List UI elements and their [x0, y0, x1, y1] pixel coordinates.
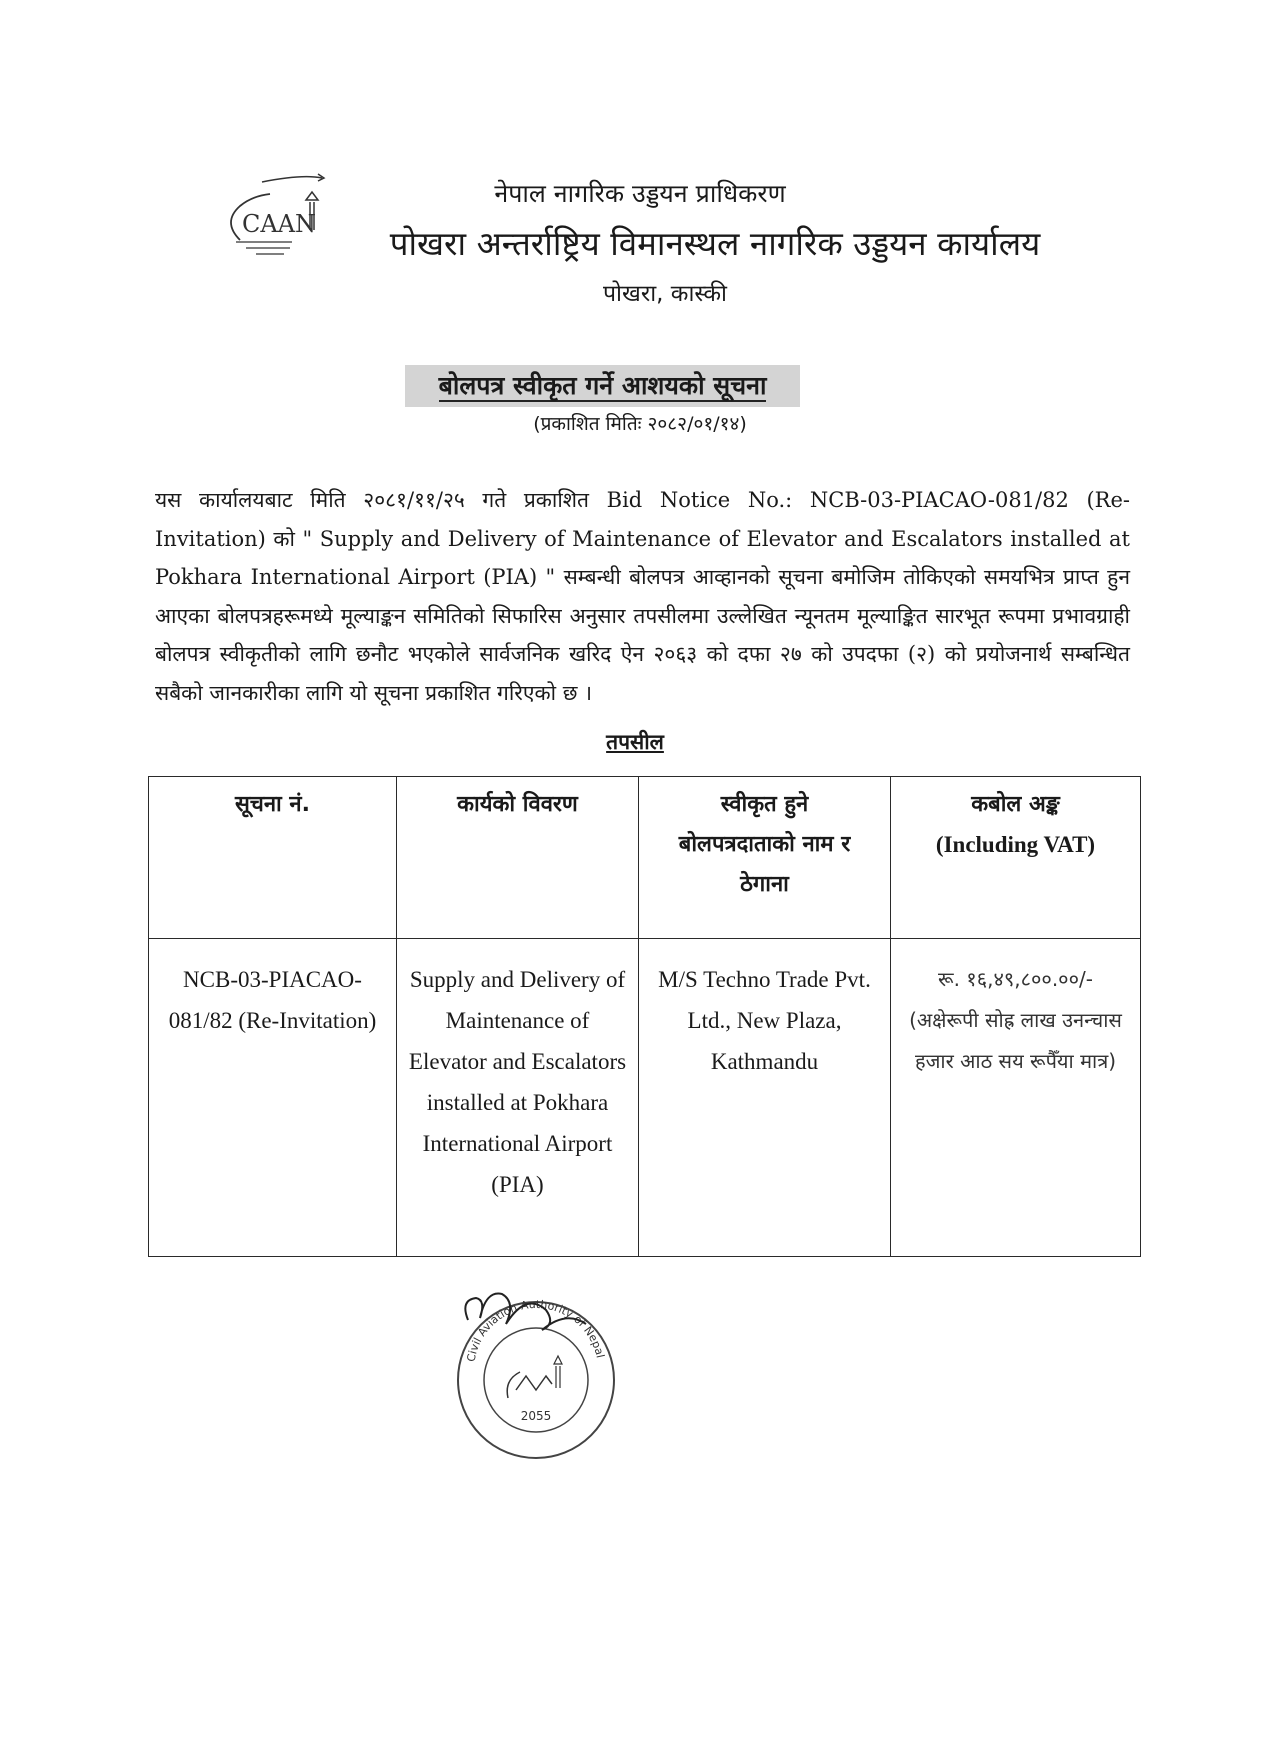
authority-name: नेपाल नागरिक उड्डयन प्राधिकरण [494, 179, 786, 208]
notice-title-text: बोलपत्र स्वीकृत गर्ने आशयको सूचना [438, 371, 767, 400]
published-date: (प्रकाशित मितिः २०८२/०१/१४) [533, 413, 747, 435]
col-notice-no: सूचना नं. [149, 777, 397, 939]
amount-in-words: (अक्षेरूपी सोह्र लाख उनन्चास हजार आठ सय रूपैँया मात्र) [909, 1008, 1122, 1073]
col-amount [891, 777, 1141, 939]
schedule-table [148, 776, 1141, 1257]
schedule-heading: तपसील [606, 730, 664, 754]
notice-title [405, 365, 800, 407]
cell-description: Supply and Delivery of Maintenance of Elevator and Escalators installed at Pokhara International Airport (PIA) [397, 939, 639, 1257]
cell-bidder: M/S Techno Trade Pvt. Ltd., New Plaza, Kathmandu [639, 939, 891, 1257]
col-amount-note: (Including VAT) [935, 832, 1096, 857]
official-stamp [446, 1280, 626, 1460]
svg-text:CAAN: CAAN [242, 210, 317, 238]
table-row [149, 939, 1141, 1257]
cell-amount [891, 939, 1141, 1257]
svg-text:2055: 2055 [520, 1409, 552, 1423]
col-description: कार्यको विवरण [397, 777, 639, 939]
cell-notice-no: NCB-03-PIACAO-081/82 (Re-Invitation) [149, 939, 397, 1257]
table-header-row [149, 777, 1141, 939]
office-location: पोखरा, कास्की [602, 281, 727, 307]
caan-logo [222, 170, 332, 266]
col-amount-label: कबोल अङ्क [971, 792, 1060, 817]
amount-figure: रू. १६,४९,८००.००/- [938, 967, 1093, 991]
office-name: पोखरा अन्तर्राष्ट्रिय विमानस्थल नागरिक उड्डयन कार्यालय [389, 224, 1041, 263]
col-bidder: स्वीकृत हुने बोलपत्रदाताको नाम र ठेगाना [639, 777, 891, 939]
svg-text:Civil Aviation Authority of Ne: Civil Aviation Authority of Nepal [464, 1297, 607, 1363]
notice-body: यस कार्यालयबाट मिति २०८१/११/२५ गते प्रकाशित Bid Notice No.: NCB-03-PIACAO-081/82 (Re-Invitation) को " Supply and Delivery of Maintenance of Elevator and Escalators installed at Pokhara International Airport (PIA) " सम्बन्धी बोलपत्र आव्हानको सूचना बमोजिम तोकिएको समयभित्र प्राप्त हुन आएका बोलपत्रहरूमध्ये मूल्याङ्कन समितिको सिफारिस अनुसार तपसीलमा उल्लेखित न्यूनतम मूल्याङ्कित सारभूत रूपमा प्रभावग्राही बोलपत्र स्वीकृतीको लागि छनौट भएकोले सार्वजनिक खरिद ऐन २०६३ को दफा २७ को उपदफा (२) को प्रयोजनार्थ सम्बन्धित सबैको जानकारीका लागि यो सूचना प्रकाशित गरिएको छ । [155, 488, 1130, 705]
